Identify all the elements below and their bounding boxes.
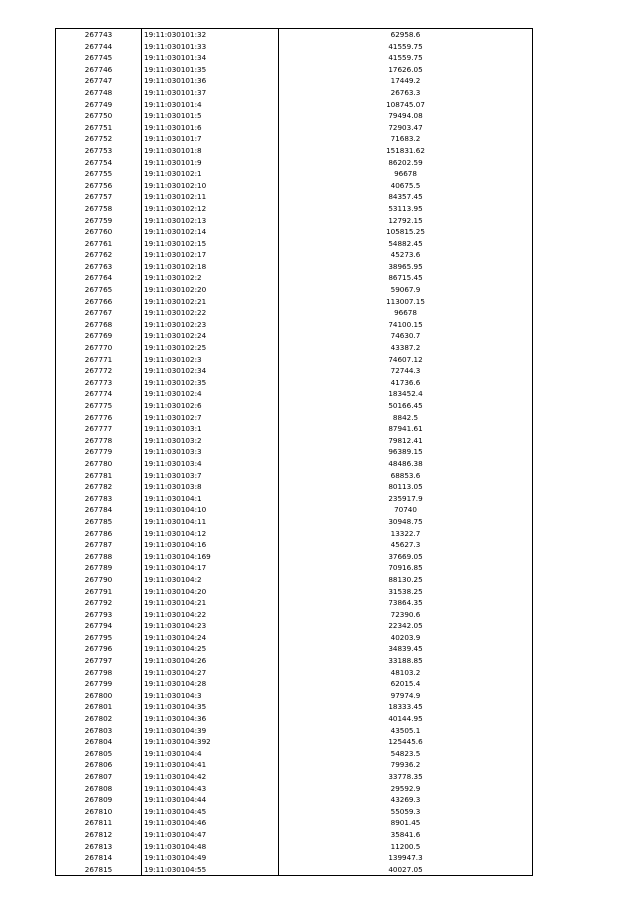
row-id-cell: 267787 xyxy=(56,539,142,551)
amount-cell: 68853.6 xyxy=(279,470,533,482)
row-id-cell: 267788 xyxy=(56,551,142,563)
amount-cell: 41559.75 xyxy=(279,52,533,64)
amount-cell: 183452.4 xyxy=(279,388,533,400)
amount-cell: 11200.5 xyxy=(279,841,533,853)
cadastral-number-cell: 19:11:030104:42 xyxy=(142,771,279,783)
row-id-cell: 267814 xyxy=(56,852,142,864)
cadastral-number-cell: 19:11:030103:3 xyxy=(142,446,279,458)
amount-cell: 55059.3 xyxy=(279,806,533,818)
row-id-cell: 267755 xyxy=(56,168,142,180)
cadastral-number-cell: 19:11:030104:17 xyxy=(142,562,279,574)
row-id-cell: 267790 xyxy=(56,574,142,586)
amount-cell: 79812.41 xyxy=(279,435,533,447)
table-row xyxy=(56,446,533,458)
row-id-cell: 267749 xyxy=(56,99,142,111)
cadastral-number-cell: 19:11:030102:34 xyxy=(142,365,279,377)
amount-cell: 40027.05 xyxy=(279,864,533,876)
table-row xyxy=(56,215,533,227)
amount-cell: 17449.2 xyxy=(279,75,533,87)
table-row xyxy=(56,272,533,284)
row-id-cell: 267769 xyxy=(56,330,142,342)
cadastral-number-cell: 19:11:030104:2 xyxy=(142,574,279,586)
row-id-cell: 267743 xyxy=(56,29,142,41)
table-row xyxy=(56,110,533,122)
row-id-cell: 267812 xyxy=(56,829,142,841)
row-id-cell: 267770 xyxy=(56,342,142,354)
table-row xyxy=(56,41,533,53)
cadastral-number-cell: 19:11:030103:2 xyxy=(142,435,279,447)
table-row xyxy=(56,470,533,482)
cadastral-number-cell: 19:11:030103:4 xyxy=(142,458,279,470)
amount-cell: 72390.6 xyxy=(279,609,533,621)
cadastral-number-cell: 19:11:030101:35 xyxy=(142,64,279,76)
table-row xyxy=(56,655,533,667)
cadastral-number-cell: 19:11:030102:24 xyxy=(142,330,279,342)
amount-cell: 86715.45 xyxy=(279,272,533,284)
cadastral-number-cell: 19:11:030101:6 xyxy=(142,122,279,134)
table-row xyxy=(56,806,533,818)
row-id-cell: 267779 xyxy=(56,446,142,458)
cadastral-number-cell: 19:11:030102:20 xyxy=(142,284,279,296)
amount-cell: 33778.35 xyxy=(279,771,533,783)
amount-cell: 96389.15 xyxy=(279,446,533,458)
table-row xyxy=(56,493,533,505)
amount-cell: 86202.59 xyxy=(279,157,533,169)
amount-cell: 96678 xyxy=(279,168,533,180)
row-id-cell: 267753 xyxy=(56,145,142,157)
table-row xyxy=(56,307,533,319)
amount-cell: 43387.2 xyxy=(279,342,533,354)
row-id-cell: 267776 xyxy=(56,412,142,424)
row-id-cell: 267803 xyxy=(56,725,142,737)
cadastral-number-cell: 19:11:030104:28 xyxy=(142,678,279,690)
row-id-cell: 267764 xyxy=(56,272,142,284)
row-id-cell: 267766 xyxy=(56,296,142,308)
row-id-cell: 267777 xyxy=(56,423,142,435)
amount-cell: 87941.61 xyxy=(279,423,533,435)
row-id-cell: 267768 xyxy=(56,319,142,331)
row-id-cell: 267746 xyxy=(56,64,142,76)
amount-cell: 40203.9 xyxy=(279,632,533,644)
row-id-cell: 267804 xyxy=(56,736,142,748)
row-id-cell: 267750 xyxy=(56,110,142,122)
cadastral-number-cell: 19:11:030104:48 xyxy=(142,841,279,853)
cadastral-number-cell: 19:11:030102:3 xyxy=(142,354,279,366)
amount-cell: 151831.62 xyxy=(279,145,533,157)
amount-cell: 70916.85 xyxy=(279,562,533,574)
row-id-cell: 267759 xyxy=(56,215,142,227)
amount-cell: 17626.05 xyxy=(279,64,533,76)
cadastral-number-cell: 19:11:030104:39 xyxy=(142,725,279,737)
row-id-cell: 267744 xyxy=(56,41,142,53)
table-row xyxy=(56,841,533,853)
cadastral-number-cell: 19:11:030102:7 xyxy=(142,412,279,424)
cadastral-number-cell: 19:11:030102:18 xyxy=(142,261,279,273)
cadastral-number-cell: 19:11:030103:7 xyxy=(142,470,279,482)
table-row xyxy=(56,597,533,609)
amount-cell: 41559.75 xyxy=(279,41,533,53)
table-row xyxy=(56,249,533,261)
cadastral-number-cell: 19:11:030104:3 xyxy=(142,690,279,702)
table-row xyxy=(56,64,533,76)
amount-cell: 235917.9 xyxy=(279,493,533,505)
cadastral-number-cell: 19:11:030104:44 xyxy=(142,794,279,806)
cadastral-number-cell: 19:11:030104:35 xyxy=(142,701,279,713)
amount-cell: 40675.5 xyxy=(279,180,533,192)
row-id-cell: 267756 xyxy=(56,180,142,192)
amount-cell: 72744.3 xyxy=(279,365,533,377)
cadastral-number-cell: 19:11:030104:12 xyxy=(142,528,279,540)
cadastral-number-cell: 19:11:030102:4 xyxy=(142,388,279,400)
table-row xyxy=(56,52,533,64)
table-row xyxy=(56,261,533,273)
amount-cell: 62015.4 xyxy=(279,678,533,690)
cadastral-number-cell: 19:11:030101:34 xyxy=(142,52,279,64)
cadastral-number-cell: 19:11:030102:10 xyxy=(142,180,279,192)
table-row xyxy=(56,388,533,400)
row-id-cell: 267781 xyxy=(56,470,142,482)
table-row xyxy=(56,330,533,342)
table-row xyxy=(56,783,533,795)
row-id-cell: 267797 xyxy=(56,655,142,667)
cadastral-number-cell: 19:11:030104:20 xyxy=(142,586,279,598)
table-row xyxy=(56,748,533,760)
table-row xyxy=(56,435,533,447)
cadastral-number-cell: 19:11:030102:15 xyxy=(142,238,279,250)
amount-cell: 125445.6 xyxy=(279,736,533,748)
cadastral-number-cell: 19:11:030104:26 xyxy=(142,655,279,667)
row-id-cell: 267791 xyxy=(56,586,142,598)
row-id-cell: 267771 xyxy=(56,354,142,366)
table-row xyxy=(56,504,533,516)
cadastral-number-cell: 19:11:030101:36 xyxy=(142,75,279,87)
amount-cell: 45627.3 xyxy=(279,539,533,551)
cadastral-number-cell: 19:11:030102:2 xyxy=(142,272,279,284)
cadastral-number-cell: 19:11:030102:35 xyxy=(142,377,279,389)
row-id-cell: 267808 xyxy=(56,783,142,795)
table-row xyxy=(56,829,533,841)
row-id-cell: 267763 xyxy=(56,261,142,273)
table-row xyxy=(56,342,533,354)
cadastral-number-cell: 19:11:030104:45 xyxy=(142,806,279,818)
row-id-cell: 267785 xyxy=(56,516,142,528)
cadastral-number-cell: 19:11:030104:16 xyxy=(142,539,279,551)
amount-cell: 53113.95 xyxy=(279,203,533,215)
cadastral-number-cell: 19:11:030101:4 xyxy=(142,99,279,111)
amount-cell: 37669.05 xyxy=(279,551,533,563)
amount-cell: 45273.6 xyxy=(279,249,533,261)
table-row xyxy=(56,574,533,586)
table-row xyxy=(56,620,533,632)
table-row xyxy=(56,157,533,169)
table-row xyxy=(56,609,533,621)
cadastral-number-cell: 19:11:030102:13 xyxy=(142,215,279,227)
amount-cell: 35841.6 xyxy=(279,829,533,841)
row-id-cell: 267786 xyxy=(56,528,142,540)
amount-cell: 33188.85 xyxy=(279,655,533,667)
row-id-cell: 267774 xyxy=(56,388,142,400)
table-row xyxy=(56,412,533,424)
row-id-cell: 267761 xyxy=(56,238,142,250)
amount-cell: 48103.2 xyxy=(279,667,533,679)
amount-cell: 88130.25 xyxy=(279,574,533,586)
table-row xyxy=(56,226,533,238)
amount-cell: 139947.3 xyxy=(279,852,533,864)
table-row xyxy=(56,203,533,215)
row-id-cell: 267760 xyxy=(56,226,142,238)
row-id-cell: 267762 xyxy=(56,249,142,261)
table-row xyxy=(56,667,533,679)
cadastral-number-cell: 19:11:030101:37 xyxy=(142,87,279,99)
cadastral-number-cell: 19:11:030104:10 xyxy=(142,504,279,516)
cadastral-number-cell: 19:11:030104:169 xyxy=(142,551,279,563)
table-row xyxy=(56,377,533,389)
row-id-cell: 267772 xyxy=(56,365,142,377)
row-id-cell: 267789 xyxy=(56,562,142,574)
cadastral-number-cell: 19:11:030101:5 xyxy=(142,110,279,122)
table-row xyxy=(56,551,533,563)
table-row xyxy=(56,736,533,748)
amount-cell: 96678 xyxy=(279,307,533,319)
table-row xyxy=(56,701,533,713)
amount-cell: 113007.15 xyxy=(279,296,533,308)
amount-cell: 62958.6 xyxy=(279,29,533,41)
row-id-cell: 267798 xyxy=(56,667,142,679)
amount-cell: 73864.35 xyxy=(279,597,533,609)
cadastral-number-cell: 19:11:030104:41 xyxy=(142,759,279,771)
amount-cell: 29592.9 xyxy=(279,783,533,795)
cadastral-number-cell: 19:11:030104:46 xyxy=(142,817,279,829)
cadastral-number-cell: 19:11:030104:24 xyxy=(142,632,279,644)
amount-cell: 59067.9 xyxy=(279,284,533,296)
cadastral-number-cell: 19:11:030101:7 xyxy=(142,133,279,145)
cadastral-number-cell: 19:11:030102:22 xyxy=(142,307,279,319)
amount-cell: 26763.3 xyxy=(279,87,533,99)
cadastral-number-cell: 19:11:030102:6 xyxy=(142,400,279,412)
cadastral-number-cell: 19:11:030102:23 xyxy=(142,319,279,331)
table-row xyxy=(56,75,533,87)
row-id-cell: 267747 xyxy=(56,75,142,87)
row-id-cell: 267748 xyxy=(56,87,142,99)
cadastral-number-cell: 19:11:030104:23 xyxy=(142,620,279,632)
amount-cell: 8901.45 xyxy=(279,817,533,829)
amount-cell: 34839.45 xyxy=(279,643,533,655)
row-id-cell: 267775 xyxy=(56,400,142,412)
table-row xyxy=(56,713,533,725)
amount-cell: 41736.6 xyxy=(279,377,533,389)
table-row xyxy=(56,539,533,551)
amount-cell: 105815.25 xyxy=(279,226,533,238)
row-id-cell: 267806 xyxy=(56,759,142,771)
table-row xyxy=(56,29,533,41)
amount-cell: 31538.25 xyxy=(279,586,533,598)
table-row xyxy=(56,516,533,528)
row-id-cell: 267805 xyxy=(56,748,142,760)
cadastral-number-cell: 19:11:030102:1 xyxy=(142,168,279,180)
cadastral-number-cell: 19:11:030104:47 xyxy=(142,829,279,841)
row-id-cell: 267800 xyxy=(56,690,142,702)
row-id-cell: 267801 xyxy=(56,701,142,713)
cadastral-number-cell: 19:11:030104:22 xyxy=(142,609,279,621)
table-row xyxy=(56,400,533,412)
amount-cell: 72903.47 xyxy=(279,122,533,134)
row-id-cell: 267795 xyxy=(56,632,142,644)
cadastral-number-cell: 19:11:030101:8 xyxy=(142,145,279,157)
row-id-cell: 267757 xyxy=(56,191,142,203)
table-row xyxy=(56,191,533,203)
cadastral-number-cell: 19:11:030104:392 xyxy=(142,736,279,748)
table-row xyxy=(56,122,533,134)
table-row xyxy=(56,817,533,829)
row-id-cell: 267765 xyxy=(56,284,142,296)
table-row xyxy=(56,528,533,540)
row-id-cell: 267793 xyxy=(56,609,142,621)
cadastral-number-cell: 19:11:030103:1 xyxy=(142,423,279,435)
amount-cell: 84357.45 xyxy=(279,191,533,203)
table-row xyxy=(56,168,533,180)
table-row xyxy=(56,319,533,331)
row-id-cell: 267815 xyxy=(56,864,142,876)
table-row xyxy=(56,759,533,771)
amount-cell: 54823.5 xyxy=(279,748,533,760)
amount-cell: 74100.15 xyxy=(279,319,533,331)
table-row xyxy=(56,180,533,192)
cadastral-number-cell: 19:11:030104:49 xyxy=(142,852,279,864)
amount-cell: 48486.38 xyxy=(279,458,533,470)
table-row xyxy=(56,690,533,702)
table-row xyxy=(56,794,533,806)
table-row xyxy=(56,678,533,690)
cadastral-number-cell: 19:11:030104:1 xyxy=(142,493,279,505)
amount-cell: 54882.45 xyxy=(279,238,533,250)
amount-cell: 74630.7 xyxy=(279,330,533,342)
row-id-cell: 267745 xyxy=(56,52,142,64)
table-row xyxy=(56,643,533,655)
amount-cell: 80113.05 xyxy=(279,481,533,493)
row-id-cell: 267758 xyxy=(56,203,142,215)
cadastral-number-cell: 19:11:030104:43 xyxy=(142,783,279,795)
table-row xyxy=(56,458,533,470)
cadastral-number-cell: 19:11:030104:27 xyxy=(142,667,279,679)
cadastral-number-cell: 19:11:030104:4 xyxy=(142,748,279,760)
row-id-cell: 267807 xyxy=(56,771,142,783)
amount-cell: 74607.12 xyxy=(279,354,533,366)
table-row xyxy=(56,87,533,99)
cadastral-number-cell: 19:11:030101:33 xyxy=(142,41,279,53)
amount-cell: 12792.15 xyxy=(279,215,533,227)
row-id-cell: 267792 xyxy=(56,597,142,609)
row-id-cell: 267754 xyxy=(56,157,142,169)
table-row xyxy=(56,145,533,157)
table-body xyxy=(56,29,533,876)
table-row xyxy=(56,852,533,864)
row-id-cell: 267794 xyxy=(56,620,142,632)
table-row xyxy=(56,632,533,644)
table-row xyxy=(56,771,533,783)
row-id-cell: 267780 xyxy=(56,458,142,470)
amount-cell: 13322.7 xyxy=(279,528,533,540)
cadastral-number-cell: 19:11:030102:25 xyxy=(142,342,279,354)
row-id-cell: 267778 xyxy=(56,435,142,447)
table-row xyxy=(56,586,533,598)
amount-cell: 79494.08 xyxy=(279,110,533,122)
table-row xyxy=(56,725,533,737)
cadastral-number-cell: 19:11:030102:12 xyxy=(142,203,279,215)
amount-cell: 22342.05 xyxy=(279,620,533,632)
cadastral-number-cell: 19:11:030101:32 xyxy=(142,29,279,41)
table-row xyxy=(56,238,533,250)
table-row xyxy=(56,284,533,296)
row-id-cell: 267767 xyxy=(56,307,142,319)
cadastral-number-cell: 19:11:030104:36 xyxy=(142,713,279,725)
amount-cell: 108745.07 xyxy=(279,99,533,111)
cadastral-number-cell: 19:11:030104:11 xyxy=(142,516,279,528)
table-row xyxy=(56,133,533,145)
row-id-cell: 267784 xyxy=(56,504,142,516)
amount-cell: 8842.5 xyxy=(279,412,533,424)
row-id-cell: 267802 xyxy=(56,713,142,725)
row-id-cell: 267752 xyxy=(56,133,142,145)
row-id-cell: 267813 xyxy=(56,841,142,853)
cadastral-number-cell: 19:11:030104:21 xyxy=(142,597,279,609)
table-row xyxy=(56,354,533,366)
amount-cell: 38965.95 xyxy=(279,261,533,273)
amount-cell: 43269.3 xyxy=(279,794,533,806)
table-row xyxy=(56,481,533,493)
table-row xyxy=(56,562,533,574)
row-id-cell: 267796 xyxy=(56,643,142,655)
data-table xyxy=(55,28,533,876)
row-id-cell: 267799 xyxy=(56,678,142,690)
cadastral-number-cell: 19:11:030103:8 xyxy=(142,481,279,493)
cadastral-number-cell: 19:11:030104:25 xyxy=(142,643,279,655)
amount-cell: 40144.95 xyxy=(279,713,533,725)
amount-cell: 79936.2 xyxy=(279,759,533,771)
cadastral-number-cell: 19:11:030102:14 xyxy=(142,226,279,238)
row-id-cell: 267809 xyxy=(56,794,142,806)
amount-cell: 71683.2 xyxy=(279,133,533,145)
cadastral-number-cell: 19:11:030101:9 xyxy=(142,157,279,169)
amount-cell: 30948.75 xyxy=(279,516,533,528)
row-id-cell: 267782 xyxy=(56,481,142,493)
cadastral-number-cell: 19:11:030102:11 xyxy=(142,191,279,203)
table-row xyxy=(56,99,533,111)
row-id-cell: 267783 xyxy=(56,493,142,505)
amount-cell: 70740 xyxy=(279,504,533,516)
amount-cell: 50166.45 xyxy=(279,400,533,412)
row-id-cell: 267810 xyxy=(56,806,142,818)
cadastral-number-cell: 19:11:030102:21 xyxy=(142,296,279,308)
cadastral-number-cell: 19:11:030102:17 xyxy=(142,249,279,261)
row-id-cell: 267773 xyxy=(56,377,142,389)
table-row xyxy=(56,296,533,308)
table-row xyxy=(56,864,533,876)
row-id-cell: 267751 xyxy=(56,122,142,134)
table-row xyxy=(56,365,533,377)
table-row xyxy=(56,423,533,435)
amount-cell: 43505.1 xyxy=(279,725,533,737)
cadastral-number-cell: 19:11:030104:55 xyxy=(142,864,279,876)
amount-cell: 18333.45 xyxy=(279,701,533,713)
row-id-cell: 267811 xyxy=(56,817,142,829)
amount-cell: 97974.9 xyxy=(279,690,533,702)
